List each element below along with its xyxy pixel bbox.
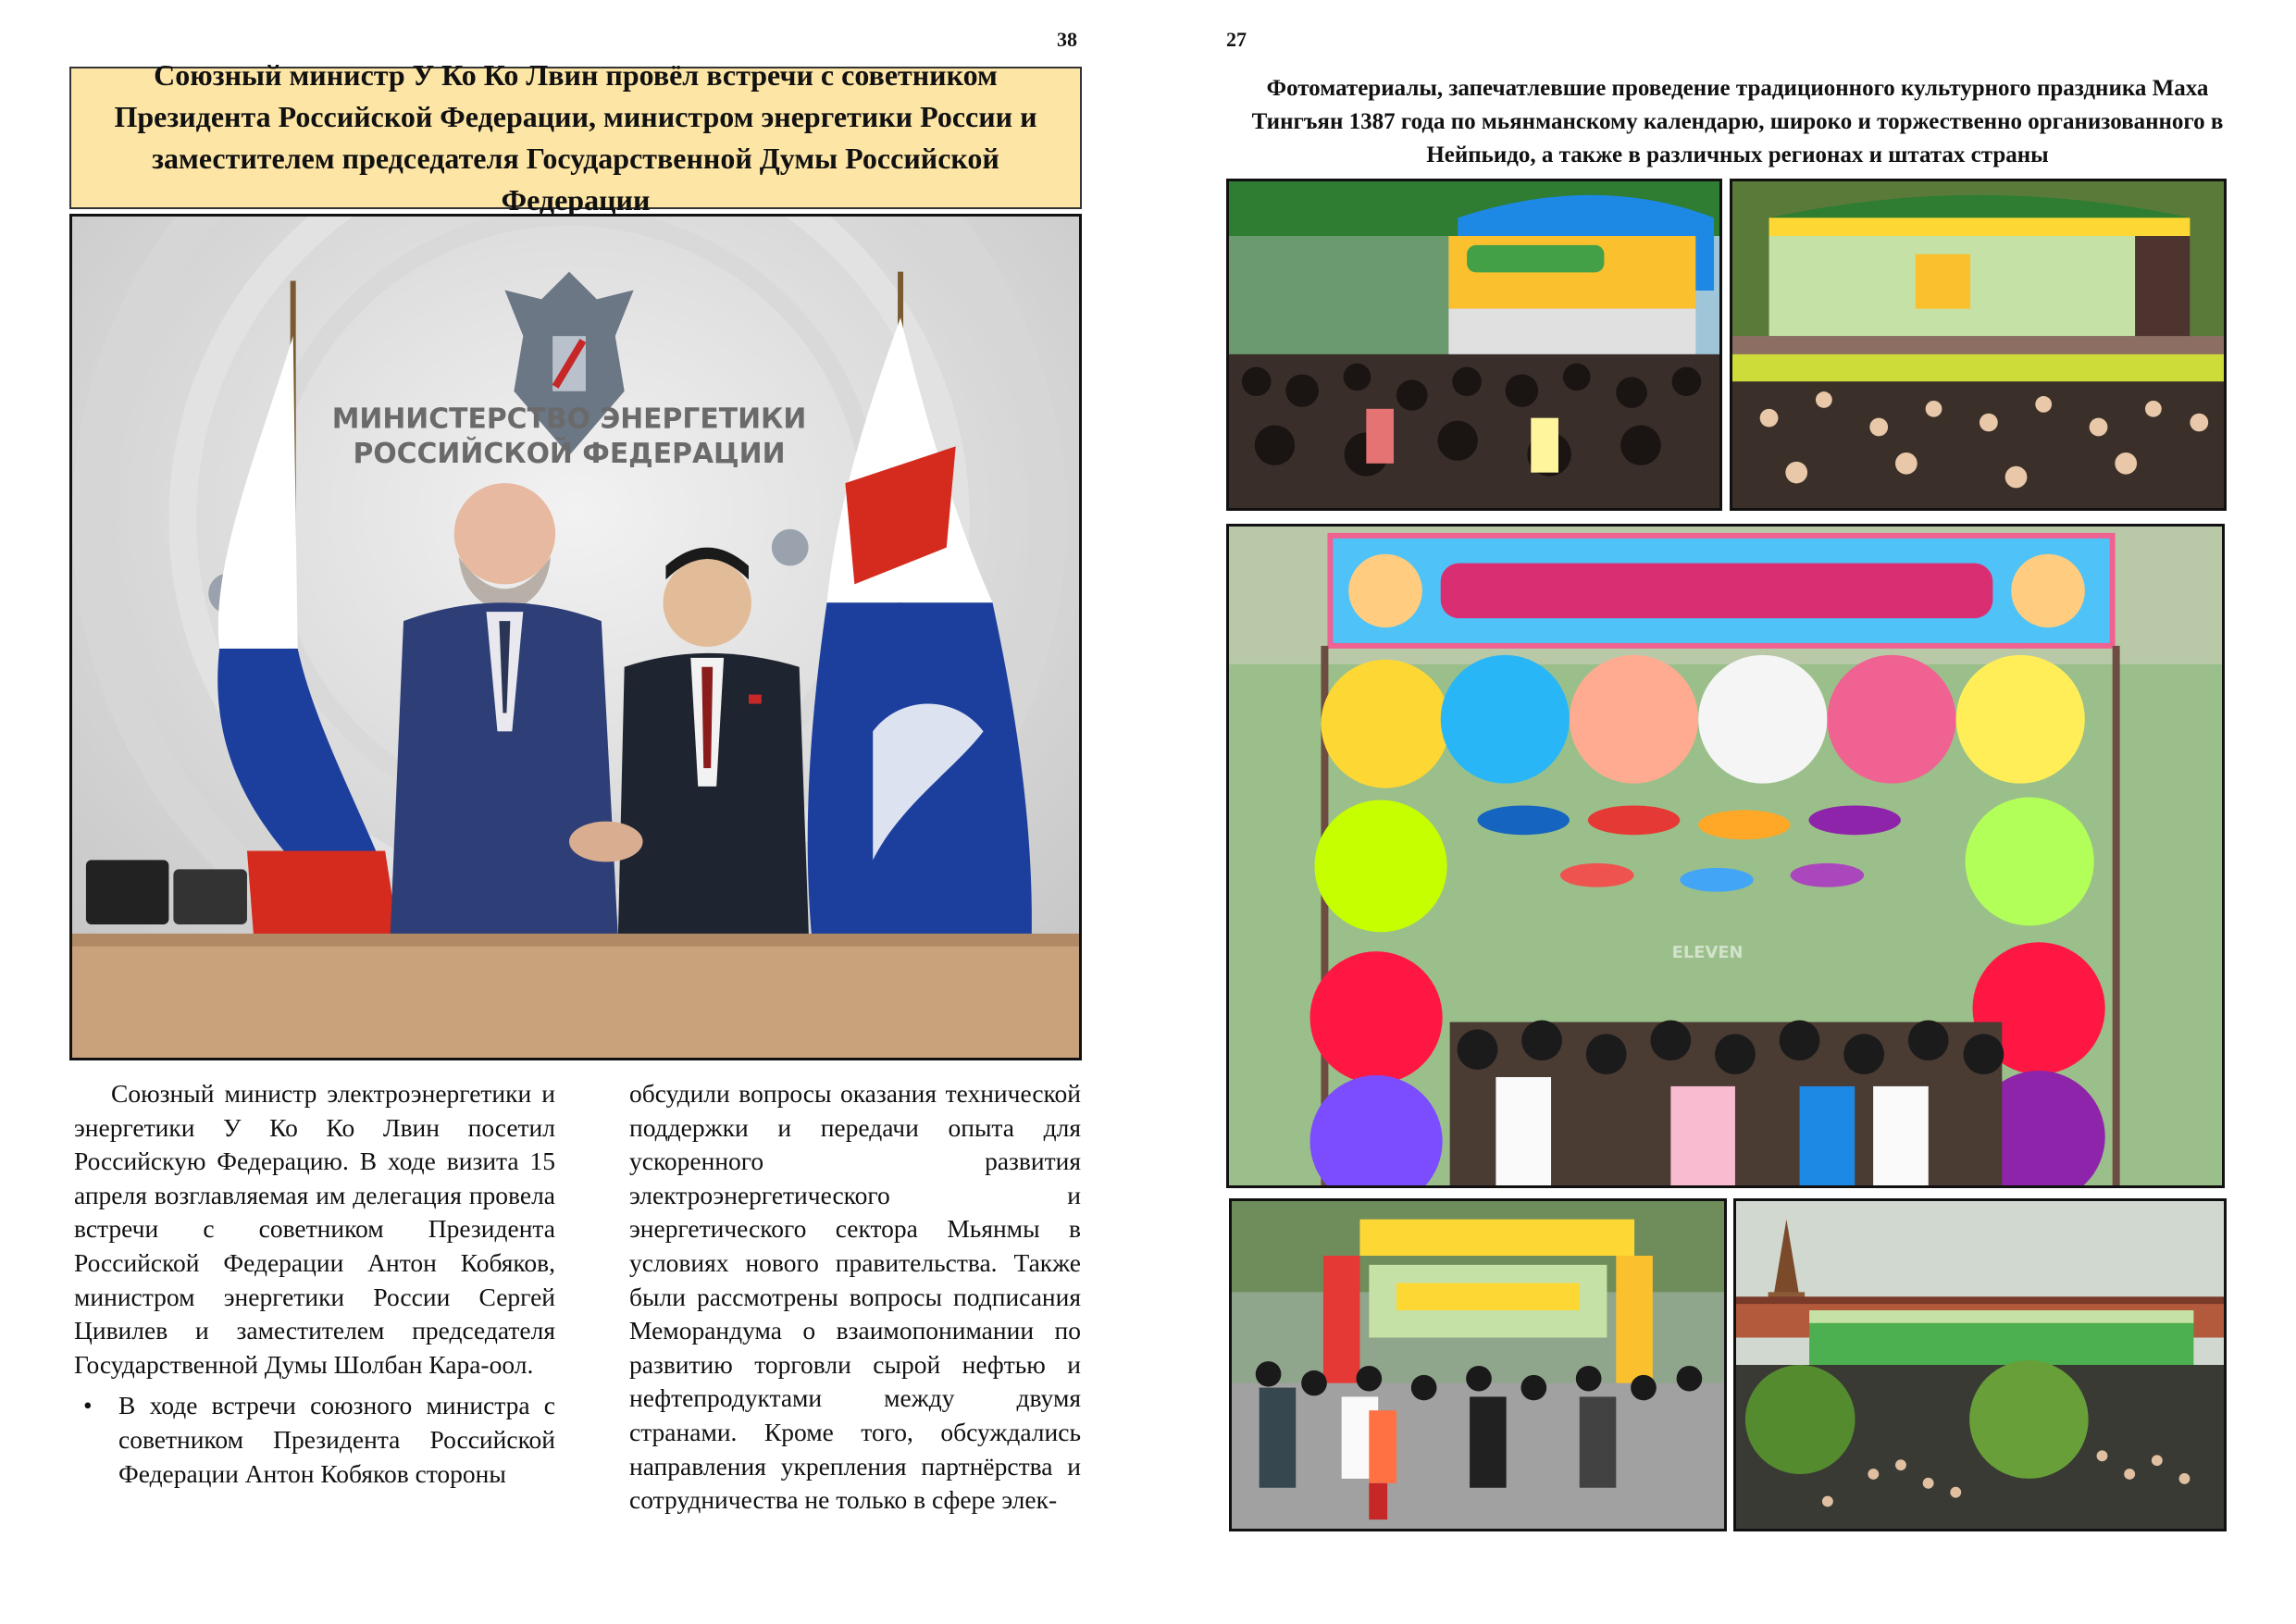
festival-photo-stage-crowd (1226, 179, 1722, 511)
festival-photo-concert (1730, 179, 2227, 511)
photo-sign-line2: РОССИЙСКОЙ ФЕДЕРАЦИИ (353, 438, 786, 471)
article-column-2 (629, 1077, 1081, 1518)
page-number-right: 27 (1226, 28, 1247, 51)
page-number-left: 38 (1057, 28, 1077, 51)
article-column-1 (74, 1077, 555, 1491)
meeting-photo-illustration (72, 217, 1079, 1058)
article-title: Союзный министр У Ко Ко Лвин провёл встречи с советником Президента Российской Федерации, министром энергетики России и заместителем председателя Государственной Думы Российской Федерации (114, 58, 1037, 217)
column1-bullet-item: • В ходе встречи союзного министра с советником Президента Российской Федерации Антон Кобяков стороны (74, 1389, 555, 1491)
column2-paragraph: обсудили вопросы оказания технической поддержки и передачи опыта для ускоренного развития электроэнергетического и энергетического сектора Мьянмы в условиях нового правительства. Также были рассмотрены вопросы подписания Меморандума о взаимопонимании по развитию торговли сырой нефтью и нефтепродуктами между двумя странами. Кроме того, обсуждались направления укрепления партнёрства и сотрудничества не только в сфере элек- (629, 1079, 1081, 1515)
article-title-box (69, 58, 1082, 217)
festival-photo-palace-crowd (1733, 1198, 2227, 1531)
photo-report-title: Фотоматериалы, запечатлевшие проведение традиционного культурного праздника Маха Тингъян 1387 года по мьянманскому календарю, широко и торжественно организованного в Нейпьидо, а также в различных регионах и штатах страны (1251, 76, 2224, 167)
meeting-photo (69, 214, 1082, 1060)
handshake (569, 822, 643, 862)
festival-photo-umbrellas (1226, 524, 2225, 1188)
desk (72, 943, 1079, 1058)
phone-icon (86, 860, 169, 924)
column1-paragraph: Союзный министр электроэнергетики и энергетики У Ко Ко Лвин посетил Российскую Федерацию. В ходе визита 15 апреля возглавляемая им делегация провела встречи с советником Президента Российской Федерации Антон Кобяков, министром энергетики России Сергей Цивилев и заместителем председателя Государственной Думы Шолбан Кара-оол. (74, 1079, 555, 1379)
photo-sign-line1: МИНИСТЕРСТВО ЭНЕРГЕТИКИ (331, 403, 807, 436)
festival-photo-street (1229, 1198, 1727, 1531)
watermark-text: ELEVEN (1671, 943, 1744, 963)
